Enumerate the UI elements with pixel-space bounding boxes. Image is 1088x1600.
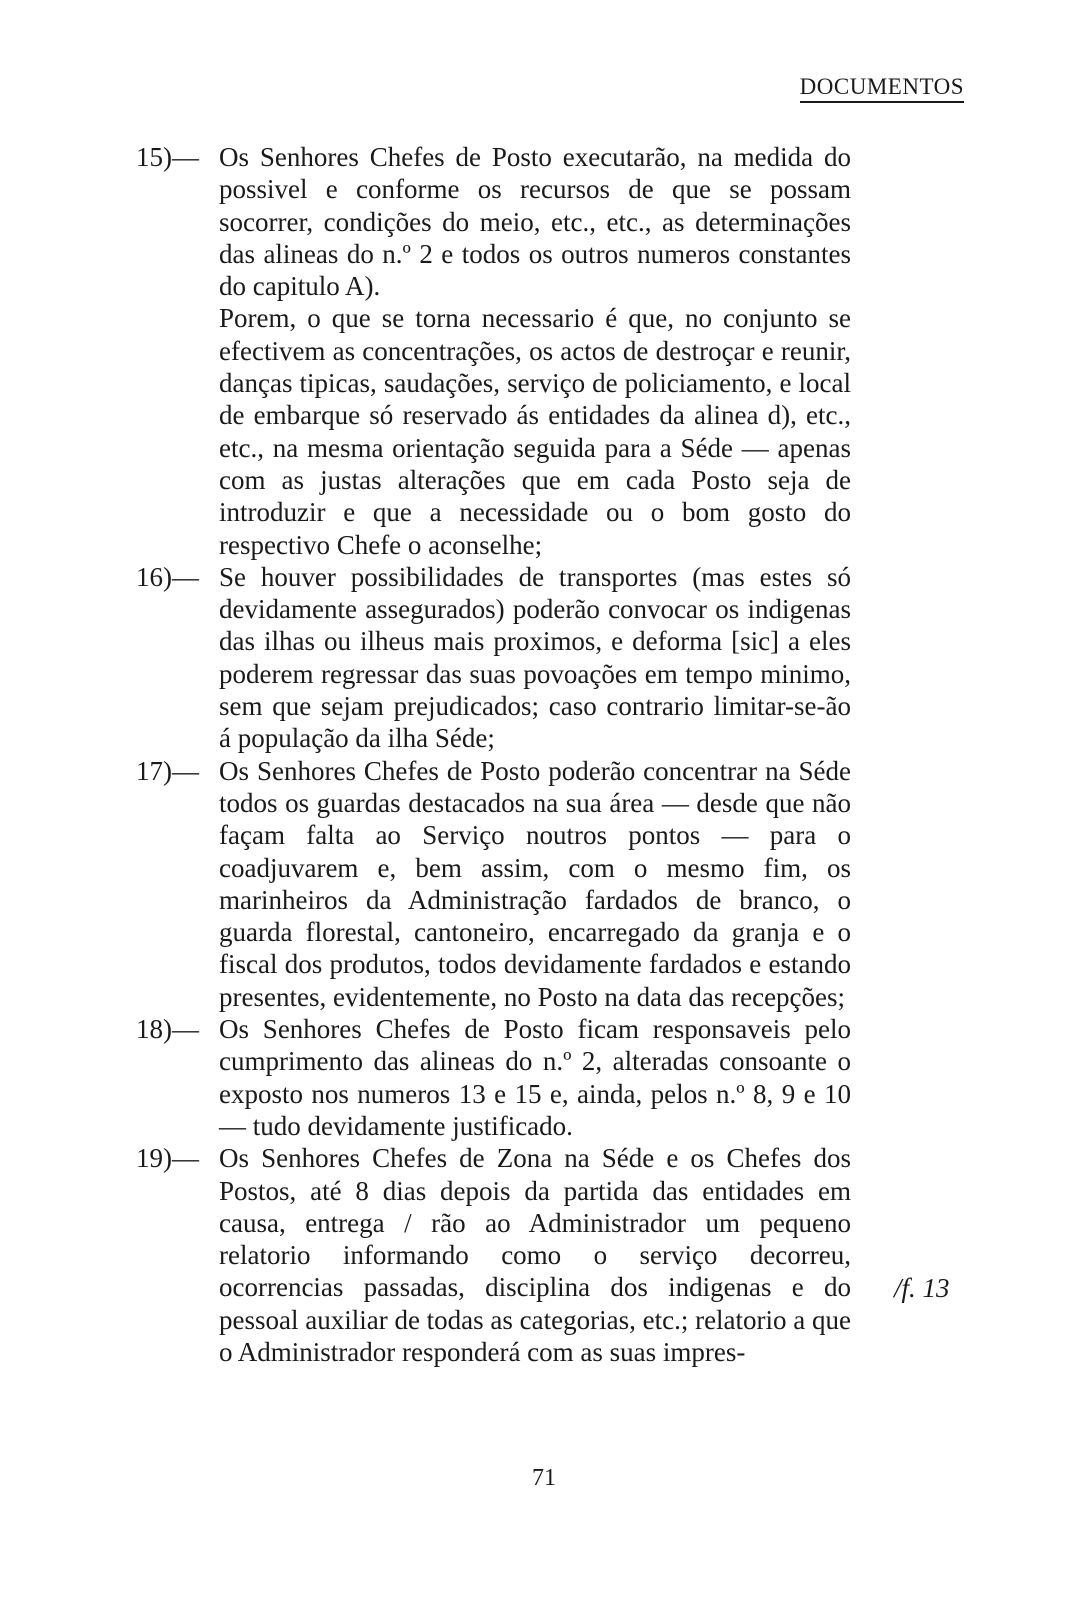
- entry-paragraph: Porem, o que se torna necessario é que, no conjunto se efectivem as concentrações, os actos de destroçar e reunir, danças tipicas, saudações, serviço de policiamento, e local de embarque só reservado ás entidades da alinea d), etc., etc., na mesma orientação seguida para a Séde — apenas com as justas alterações que em cada Posto seja de introduzir e que a necessidade ou o bom gosto do respectivo Chefe o aconselhe;: [219, 303, 851, 560]
- entry-number: 16)—: [136, 561, 199, 592]
- page-number: 71: [532, 1465, 556, 1491]
- entry-17: [136, 755, 851, 1013]
- entry-number: 17)—: [136, 755, 199, 786]
- entry-number: 15)—: [136, 142, 199, 172]
- entry-number: 18)—: [136, 1014, 199, 1045]
- entry-paragraph: Se houver possibilidades de transportes (mas estes só devidamente assegurados) poderão convocar os indigenas das ilhas ou ilheus mais proximos, e deforma [sic] a eles poderem regressar das suas povoações em tempo minimo, sem que sejam prejudicados; caso contrario limitar-se-ão á população da ilha Séde;: [219, 561, 851, 754]
- folio-margin-note: /f. 13: [894, 1273, 950, 1303]
- running-header: DOCUMENTOS: [800, 74, 964, 103]
- entry-paragraph: Os Senhores Chefes de Zona na Séde e os Chefes dos Postos, até 8 dias depois da partida das entidades em causa, entrega / rão ao Administrador um pequeno relatorio informando como o serviço decorreu, ocorrencias passadas, disciplina dos indigenas e do pessoal auxiliar de todas as categorias, etc.; relatorio a que o Administrador responderá com as suas impres-: [219, 1143, 851, 1367]
- entry-19: [136, 1142, 851, 1368]
- entry-18: [136, 1013, 851, 1142]
- entry-16: [136, 561, 851, 755]
- entry-paragraph: Os Senhores Chefes de Posto poderão concentrar na Séde todos os guardas destacados na sua área — desde que não façam falta ao Serviço noutros pontos — para o coadjuvarem e, bem assim, com o mesmo fim, os marinheiros da Administração fardados de branco, o guarda florestal, cantoneiro, encarregado da granja e o fiscal dos produtos, todos devidamente fardados e estando presentes, evidentemente, no Posto na data das recepções;: [219, 755, 851, 1012]
- entry-paragraph: Os Senhores Chefes de Posto ficam responsaveis pelo cumprimento das alineas do n.º 2, alteradas consoante o exposto nos numeros 13 e 15 e, ainda, pelos n.º 8, 9 e 10 — tudo devidamente justificado.: [219, 1014, 851, 1141]
- entry-number: 19)—: [136, 1143, 199, 1174]
- entry-paragraph: Os Senhores Chefes de Posto executarão, na medida do possivel e conforme os recursos de que se possam socorrer, condições do meio, etc., etc., as determinações das alineas do n.º 2 e todos os outros numeros constantes do capitulo A).: [219, 142, 851, 302]
- entry-15: [136, 141, 851, 561]
- document-body: [136, 141, 876, 1368]
